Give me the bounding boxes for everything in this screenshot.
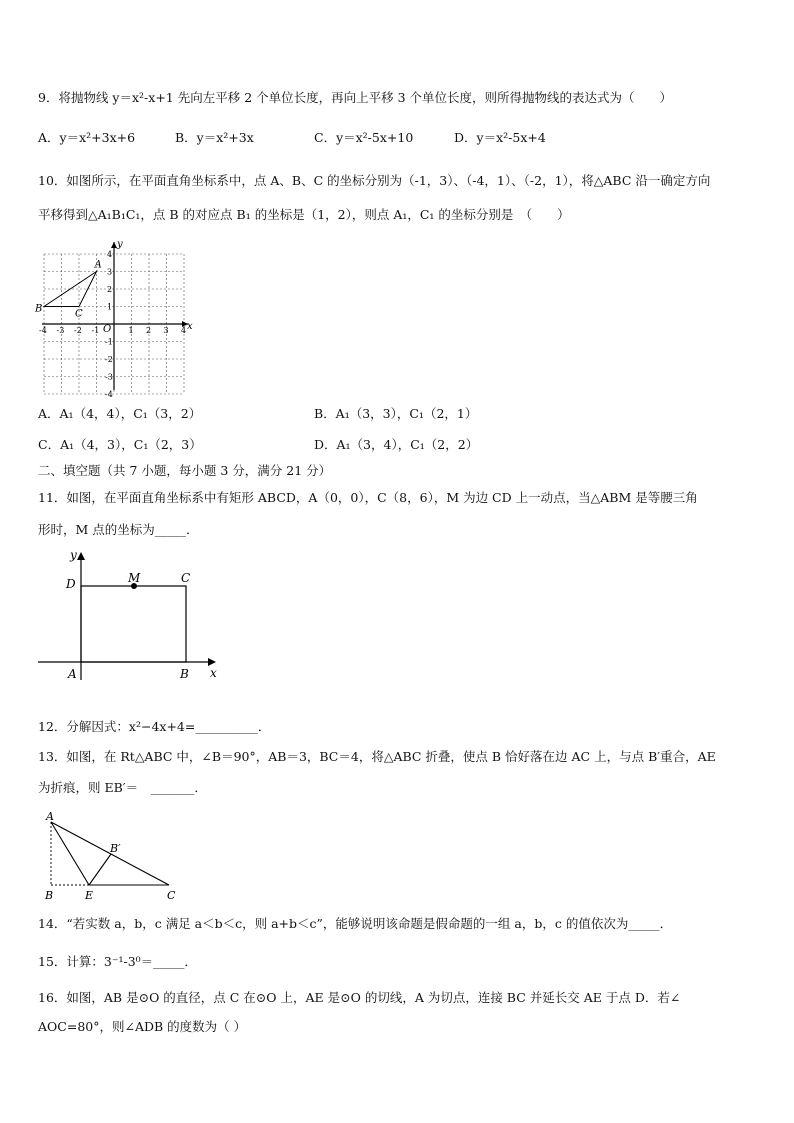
q12-stem: 12．分解因式：x²−4x+4=__________． [38, 719, 271, 734]
q10-option-a: A．A₁（4，4），C₁（3，2） [38, 406, 202, 421]
q10-grid-figure [35, 239, 196, 399]
q10-stem-line2: 平移得到△A₁B₁C₁，点 B 的对应点 B₁ 的坐标是（1，2），则点 A₁，C₁ 的坐标分别是 （ ） [38, 207, 570, 222]
y-axis-label: y [70, 548, 77, 562]
section-2-heading: 二、填空题（共 7 小题，每小题 3 分，满分 21 分） [38, 463, 332, 478]
x-tick-label: -2 [74, 326, 82, 335]
q16-stem-line2: AOC=80°，则∠ADB 的度数为（ ） [38, 1019, 247, 1034]
segment-eb-prime [89, 854, 111, 885]
label-c: C [181, 571, 191, 585]
q14-stem: 14．“若实数 a，b，c 满足 a＜b＜c，则 a+b＜c”，能够说明该命题是假命题的一组 a，b，c 的值依次为_____． [38, 916, 673, 931]
x-tick-label: 3 [163, 326, 169, 335]
x-tick-label: 4 [181, 326, 187, 335]
x-axis-arrow [208, 658, 216, 666]
q13-stem-line2: 为折痕，则 EB′＝ _______． [38, 780, 207, 795]
y-tick-label: 3 [107, 267, 113, 277]
y-tick-label: -1 [105, 337, 113, 347]
y-tick-label: -3 [105, 372, 113, 382]
x-axis-label: x [210, 666, 217, 680]
q15-stem: 15．计算：3⁻¹-3⁰＝_____． [38, 954, 197, 969]
q13-stem-line1: 13．如图，在 Rt△ABC 中，∠B＝90°，AB＝3，BC＝4，将△ABC 折叠，使点 B 恰好落在边 AC 上，与点 B′重合，AE [38, 749, 716, 764]
q9-option-a: A．y＝x²+3x+6 [38, 130, 136, 145]
vertex-label-c: C [75, 308, 83, 320]
q10-stem-line1: 10．如图所示，在平面直角坐标系中，点 A、B、C 的坐标分别为（-1，3）、（-4，1）、（-2，1），将△ABC 沿一确定方向 [38, 173, 711, 188]
label-m: M [128, 571, 141, 585]
y-tick-label: -4 [105, 390, 113, 399]
vertex-label-b: B [35, 303, 43, 315]
q16-stem-line1: 16．如图，AB 是⊙O 的直径，点 C 在⊙O 上，AE 是⊙O 的切线，A 为切点，连接 BC 并延长交 AE 于点 D．若∠ [38, 990, 681, 1005]
label-b: B [45, 889, 54, 902]
x-tick-labels [39, 326, 186, 335]
q11-stem-line1: 11．如图，在平面直角坐标系中有矩形 ABCD，A（0，0），C（8，6），M 为边 CD 上一动点，当△ABM 是等腰三角 [38, 490, 698, 505]
label-c: C [167, 889, 176, 902]
y-tick-label: 4 [107, 250, 113, 259]
label-a: A [68, 667, 77, 681]
q13-triangle-figure [38, 810, 188, 902]
label-b: B [180, 667, 189, 681]
q9-option-c: C．y＝x²-5x+10 [314, 130, 414, 145]
y-axis-arrow [77, 552, 85, 560]
q9-stem: 9．将抛物线 y＝x²-x+1 先向左平移 2 个单位长度，再向上平移 3 个单位长度，则所得抛物线的表达式为（ ） [38, 90, 673, 105]
q11-stem-line2: 形时，M 点的坐标为_____． [38, 522, 199, 537]
y-axis-label: y [117, 239, 123, 250]
q9-option-b: B．y＝x²+3x [175, 130, 254, 145]
x-tick-label: -4 [39, 326, 47, 335]
y-tick-label: 1 [107, 302, 113, 312]
q10-option-d: D．A₁（3，4），C₁（2，2） [314, 437, 479, 452]
y-tick-label: -2 [105, 355, 113, 364]
label-b-prime: B′ [110, 842, 121, 855]
origin-label: O [103, 324, 112, 335]
x-axis-label: x [187, 321, 193, 332]
q11-rectangle-figure [30, 546, 230, 686]
label-a: A [46, 810, 54, 823]
q10-option-c: C．A₁（4，3），C₁（2，3） [38, 437, 202, 452]
q9-option-d: D．y＝x²-5x+4 [454, 130, 546, 145]
rectangle-abcd [81, 586, 186, 662]
vertex-label-a: A [94, 259, 102, 271]
x-tick-label: 2 [146, 326, 152, 335]
q10-option-b: B．A₁（3，3），C₁（2，1） [314, 406, 478, 421]
label-d: D [66, 577, 76, 591]
x-tick-label: -1 [91, 326, 100, 335]
x-tick-label: -3 [56, 326, 65, 335]
y-tick-label: 2 [107, 285, 113, 294]
label-e: E [85, 889, 94, 902]
x-tick-label: 1 [128, 326, 134, 335]
fold-ae [51, 822, 89, 885]
